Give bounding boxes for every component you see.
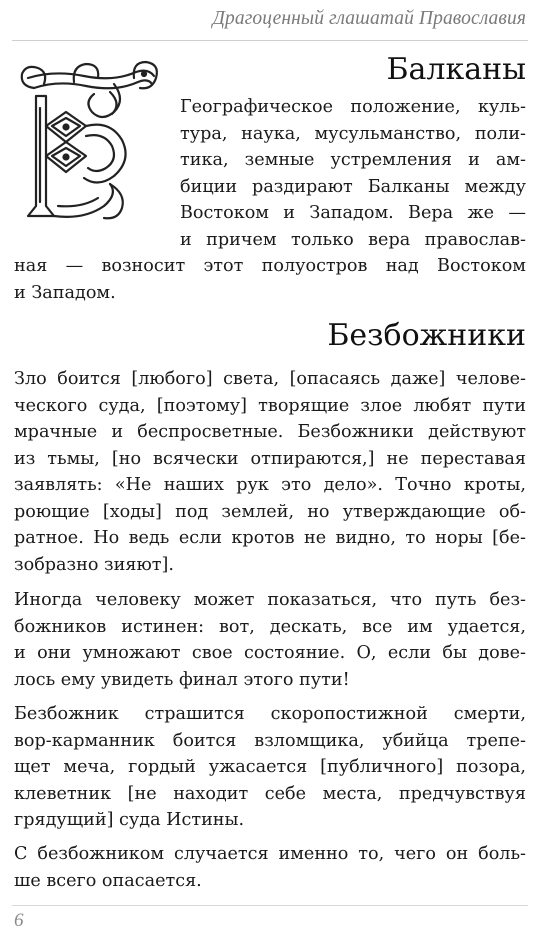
text-line: роющие [ходы] под землей, но утверждающие об- <box>14 501 526 522</box>
text-line: ная — возносит этот полуостров над Востоком <box>14 256 526 276</box>
paragraph-balkans <box>14 94 526 306</box>
text-line: ратное. Но ведь если кротов не видно, то норы [бе- <box>14 528 526 548</box>
text-line: С безбожником случается именно то, чего он боль- <box>14 844 526 864</box>
text-line: ческого суда, [поэтому] творящие злое любят пути <box>14 395 526 416</box>
section-title-godless: Безбожники <box>327 318 526 353</box>
text-line: и Западом. <box>14 282 116 303</box>
page-number: 6 <box>14 910 24 931</box>
text-line: и причем только вера православ- <box>180 229 526 250</box>
text-line: биции раздирают Балканы между <box>180 176 526 197</box>
text-line: Зло боится [любого] света, [опасаясь даже] челове- <box>14 369 526 389</box>
text-line: божников истинен: вот, дескать, все им удается, <box>14 616 526 637</box>
text-line: зобразно зияют]. <box>14 554 174 575</box>
text-line: грядущий] суда Истины. <box>14 810 245 830</box>
footer-divider <box>12 905 528 906</box>
text-line: вор-карманник боится взломщика, убийца трепе- <box>14 730 526 751</box>
text-line: мрачные и беспросветные. Безбожники действуют <box>14 422 526 442</box>
text-line: Востоком и Западом. Вера же — <box>180 203 526 223</box>
text-line: тика, земные устремления и ам- <box>180 150 526 170</box>
paragraph-godless-3 <box>14 701 526 834</box>
header-divider <box>12 40 528 41</box>
text-line: Безбожник страшится скоропостижной смерти, <box>14 704 526 724</box>
paragraph-godless-4 <box>14 841 526 894</box>
section-title-balkans: Балканы <box>386 52 526 87</box>
text-line: заявлять: «Не наших рук это дело». Точно кроты, <box>14 475 526 495</box>
text-line: тура, наука, мусульманство, поли- <box>180 123 526 144</box>
text-line: Географическое положение, куль- <box>180 97 526 117</box>
paragraph-godless-1 <box>14 366 526 578</box>
text-line: Иногда человеку может показаться, что путь без- <box>14 590 526 610</box>
text-line: лось ему увидеть финал этого пути! <box>14 669 350 690</box>
text-line: и они умножают свое состояние. О, если бы дове- <box>14 643 526 663</box>
text-line: из тьмы, [но всячески отпираются,] не переставая <box>14 448 526 469</box>
running-head: Драгоценный глашатай Православия <box>212 8 526 29</box>
text-line: щет меча, гордый ужасается [публичного] позора, <box>14 757 526 777</box>
paragraph-godless-2 <box>14 587 526 693</box>
text-line: клеветник [не находит себе места, предчувствуя <box>14 783 526 804</box>
text-line: ше всего опасается. <box>14 870 202 891</box>
